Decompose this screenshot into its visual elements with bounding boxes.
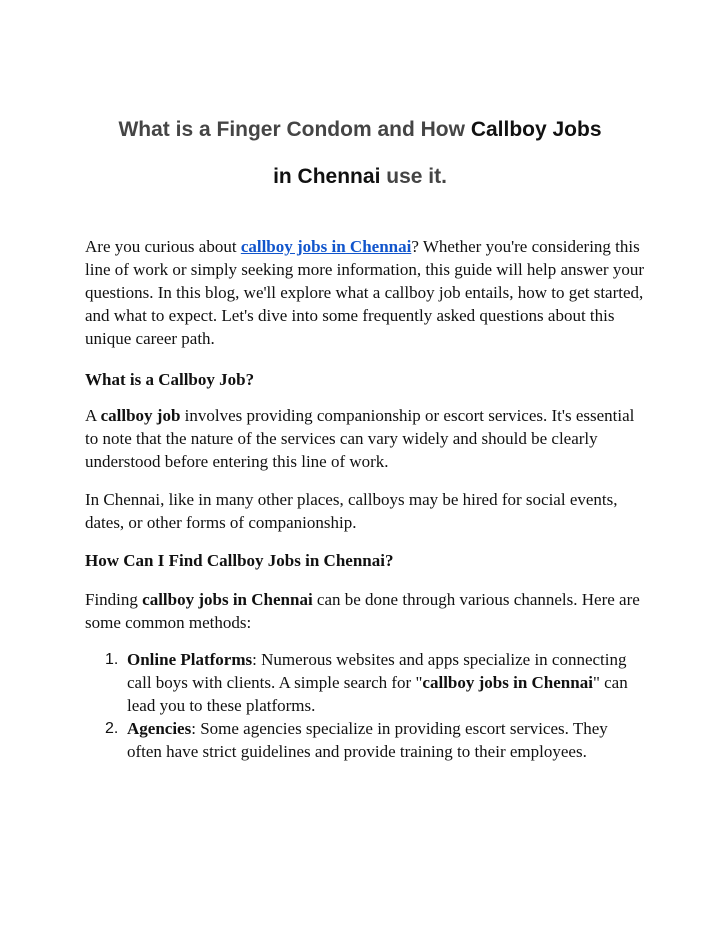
title-part-2: Callboy Jobs — [470, 118, 602, 141]
section-heading-callboy-job: What is a Callboy Job? — [85, 370, 255, 389]
title-part-4: use it. — [380, 165, 447, 188]
para4-prefix: Finding — [85, 590, 143, 609]
intro-after-link: ? Whether you're considering this line of work or simply seeking more information, this guide will help answer your questions. In this blog, we'll explore what a callboy job entails, how to get started, and what to expect. Let's dive into some frequently asked questions about this unique career path. — [85, 237, 645, 348]
finding-paragraph — [85, 588, 645, 634]
para2-bold: callboy job — [100, 406, 181, 425]
para4-bold: callboy jobs in Chennai — [142, 590, 313, 609]
list-item-bold-phrase: callboy jobs in Chennai — [422, 673, 593, 692]
section-heading-find-jobs: How Can I Find Callboy Jobs in Chennai? — [85, 551, 394, 570]
para4-rest: can be done through various channels. Here are some common methods: — [85, 590, 640, 632]
list-item-text-end: " can lead you to these platforms. — [127, 673, 628, 715]
list-item-title: Online Platforms — [127, 650, 253, 669]
list-item-text: : Numerous websites and apps specialize in connecting call boys with clients. A simple search for " — [127, 650, 627, 692]
intro-before-link: Are you curious about — [85, 237, 241, 256]
list-item-title: Agencies — [127, 719, 192, 738]
title-part-1: What is a Finger Condom and How — [118, 118, 471, 141]
list-number: 1. — [105, 651, 119, 668]
title-line-2 — [0, 165, 720, 189]
title-part-3: in Chennai — [273, 165, 381, 188]
intro-paragraph — [85, 235, 645, 350]
callboy-jobs-link[interactable]: callboy jobs in Chennai — [240, 237, 412, 256]
para2-rest: involves providing companionship or escort services. It's essential to note that the nature of the services can vary widely and should be clearly understood before entering this line of work. — [85, 406, 635, 471]
list-item-text: : Some agencies specialize in providing escort services. They often have strict guidelines and provide training to their employees. — [127, 719, 608, 761]
para2-prefix: A — [85, 406, 101, 425]
methods-list — [85, 648, 645, 763]
callboy-job-paragraph — [85, 404, 645, 473]
list-item — [85, 648, 645, 717]
list-item — [85, 717, 645, 763]
chennai-paragraph: In Chennai, like in many other places, callboys may be hired for social events, dates, or other forms of companionship. — [85, 490, 618, 532]
title-line-1 — [0, 118, 720, 142]
list-number: 2. — [105, 720, 119, 737]
